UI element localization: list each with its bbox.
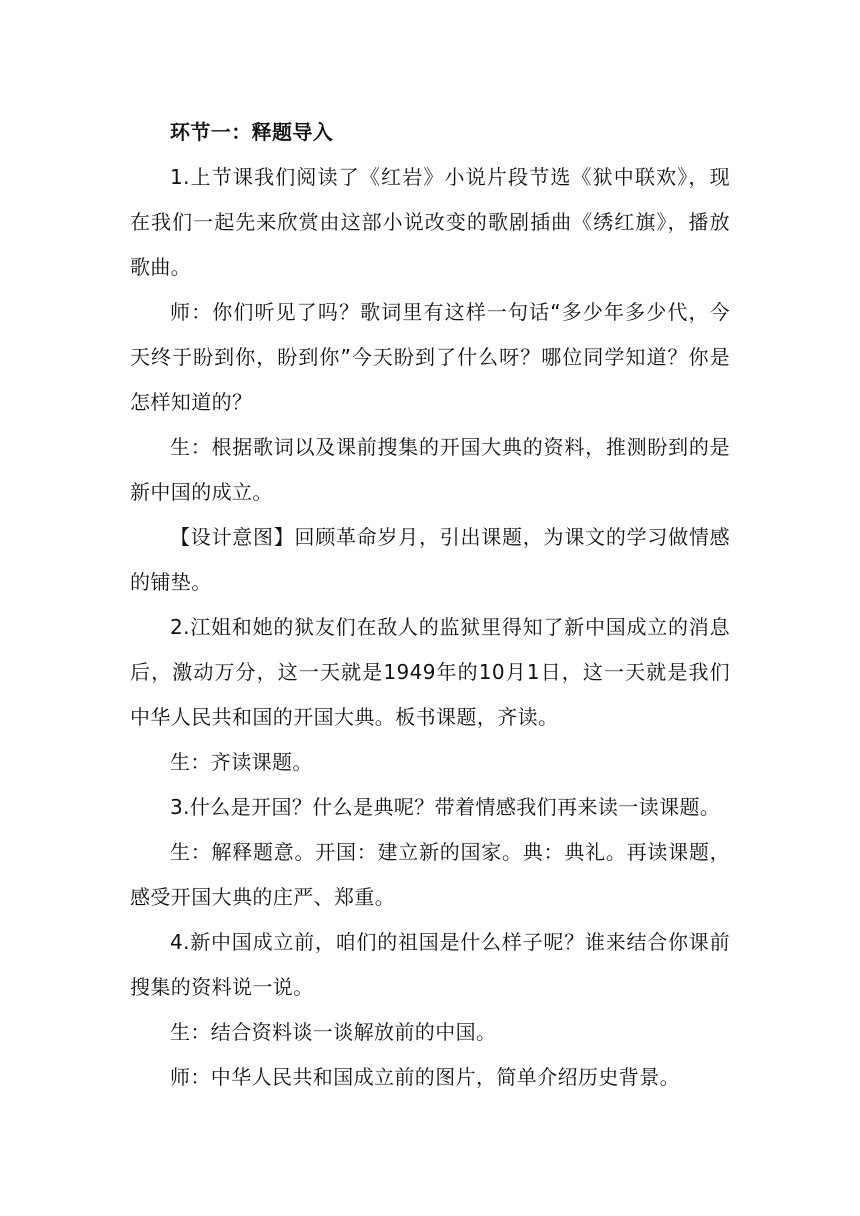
section-heading: 环节一：释题导入 [170, 120, 334, 144]
paragraph-1: 1.上节课我们阅读了《红岩》小说片段节选《狱中联欢》，现在我们一起先来欣赏由这部小说改变的歌剧插曲《绣红旗》，播放歌曲。 [130, 165, 730, 279]
document-page [130, 110, 730, 1100]
paragraph-9: 4.新中国成立前，咱们的祖国是什么样子呢？谁来结合你课前搜集的资料说一说。 [130, 930, 730, 999]
paragraph-5: 2.江姐和她的狱友们在敌人的监狱里得知了新中国成立的消息后，激动万分，这一天就是1949年的10月1日，这一天就是我们中华人民共和国的开国大典。板书课题，齐读。 [130, 615, 730, 729]
paragraph-4: 【设计意图】回顾革命岁月，引出课题，为课文的学习做情感的铺垫。 [130, 525, 730, 594]
paragraph-3: 生：根据歌词以及课前搜集的开国大典的资料，推测盼到的是新中国的成立。 [130, 435, 730, 504]
paragraph-10: 生：结合资料谈一谈解放前的中国。 [170, 1020, 497, 1044]
paragraph-7: 3.什么是开国？什么是典呢？带着情感我们再来读一读课题。 [170, 795, 721, 819]
paragraph-6: 生：齐读课题。 [170, 750, 313, 774]
paragraph-8: 生：解释题意。开国：建立新的国家。典：典礼。再读课题，感受开国大典的庄严、郑重。 [130, 840, 730, 909]
paragraph-11: 师：中华人民共和国成立前的图片，简单介绍历史背景。 [170, 1065, 680, 1089]
paragraph-2: 师：你们听见了吗？歌词里有这样一句话“多少年多少代，今天终于盼到你，盼到你”今天盼到了什么呀？哪位同学知道？你是怎样知道的？ [130, 300, 730, 414]
